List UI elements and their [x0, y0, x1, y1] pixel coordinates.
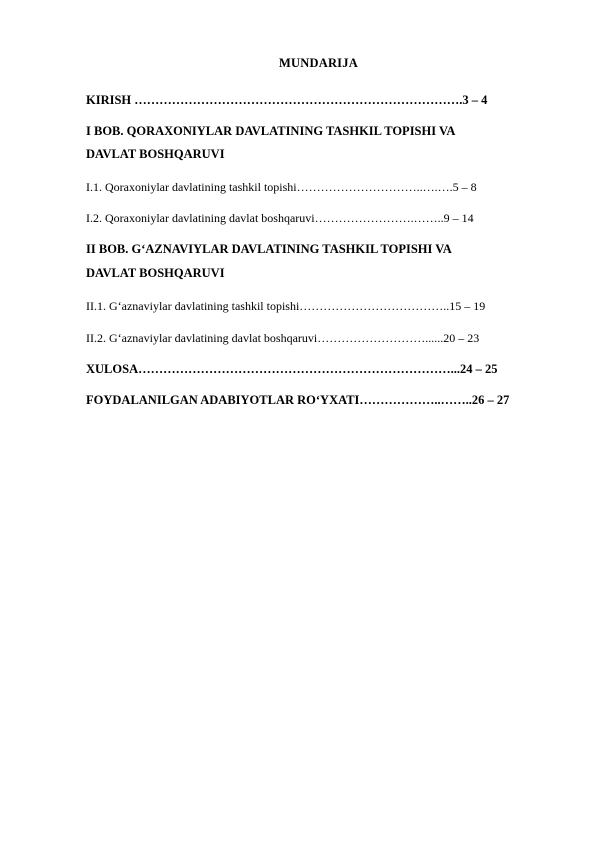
- toc-chapter-2-heading-line-1: II BOB. G‘AZNAVIYLAR DAVLATINING TASHKIL TOPISHI VA: [86, 242, 452, 256]
- toc-entry-2-1: II.1. G‘aznaviylar davlatining tashkil topishi………………………………..15 – 19: [86, 299, 486, 313]
- toc-entry-xulosa: XULOSA…………………………………………………………………...24 – 25: [86, 362, 498, 376]
- toc-entry-2-2: II.2. G‘aznaviylar davlatining davlat boshqaruvi………………………......20 – 23: [86, 331, 480, 345]
- toc-chapter-1-heading-line-1: I BOB. QORAXONIYLAR DAVLATINING TASHKIL TOPISHI VA: [86, 124, 456, 138]
- toc-chapter-1-heading-line-2: DAVLAT BOSHQARUVI: [86, 147, 225, 161]
- toc-entry-references: FOYDALANILGAN ADABIYOTLAR RO‘YXATI………………..……..26 – 27: [86, 393, 510, 407]
- toc-entry-1-1: I.1. Qoraxoniylar davlatining tashkil topishi…………………………..….….5 – 8: [86, 180, 477, 194]
- toc-chapter-2-heading-line-2: DAVLAT BOSHQARUVI: [86, 266, 225, 280]
- page-title: MUNDARIJA: [279, 56, 358, 70]
- toc-entry-kirish: KIRISH …………………………………………………………………….3 – 4: [86, 93, 488, 107]
- toc-entry-1-2: I.2. Qoraxoniylar davlatining davlat boshqaruvi…………………….……..9 – 14: [86, 211, 474, 225]
